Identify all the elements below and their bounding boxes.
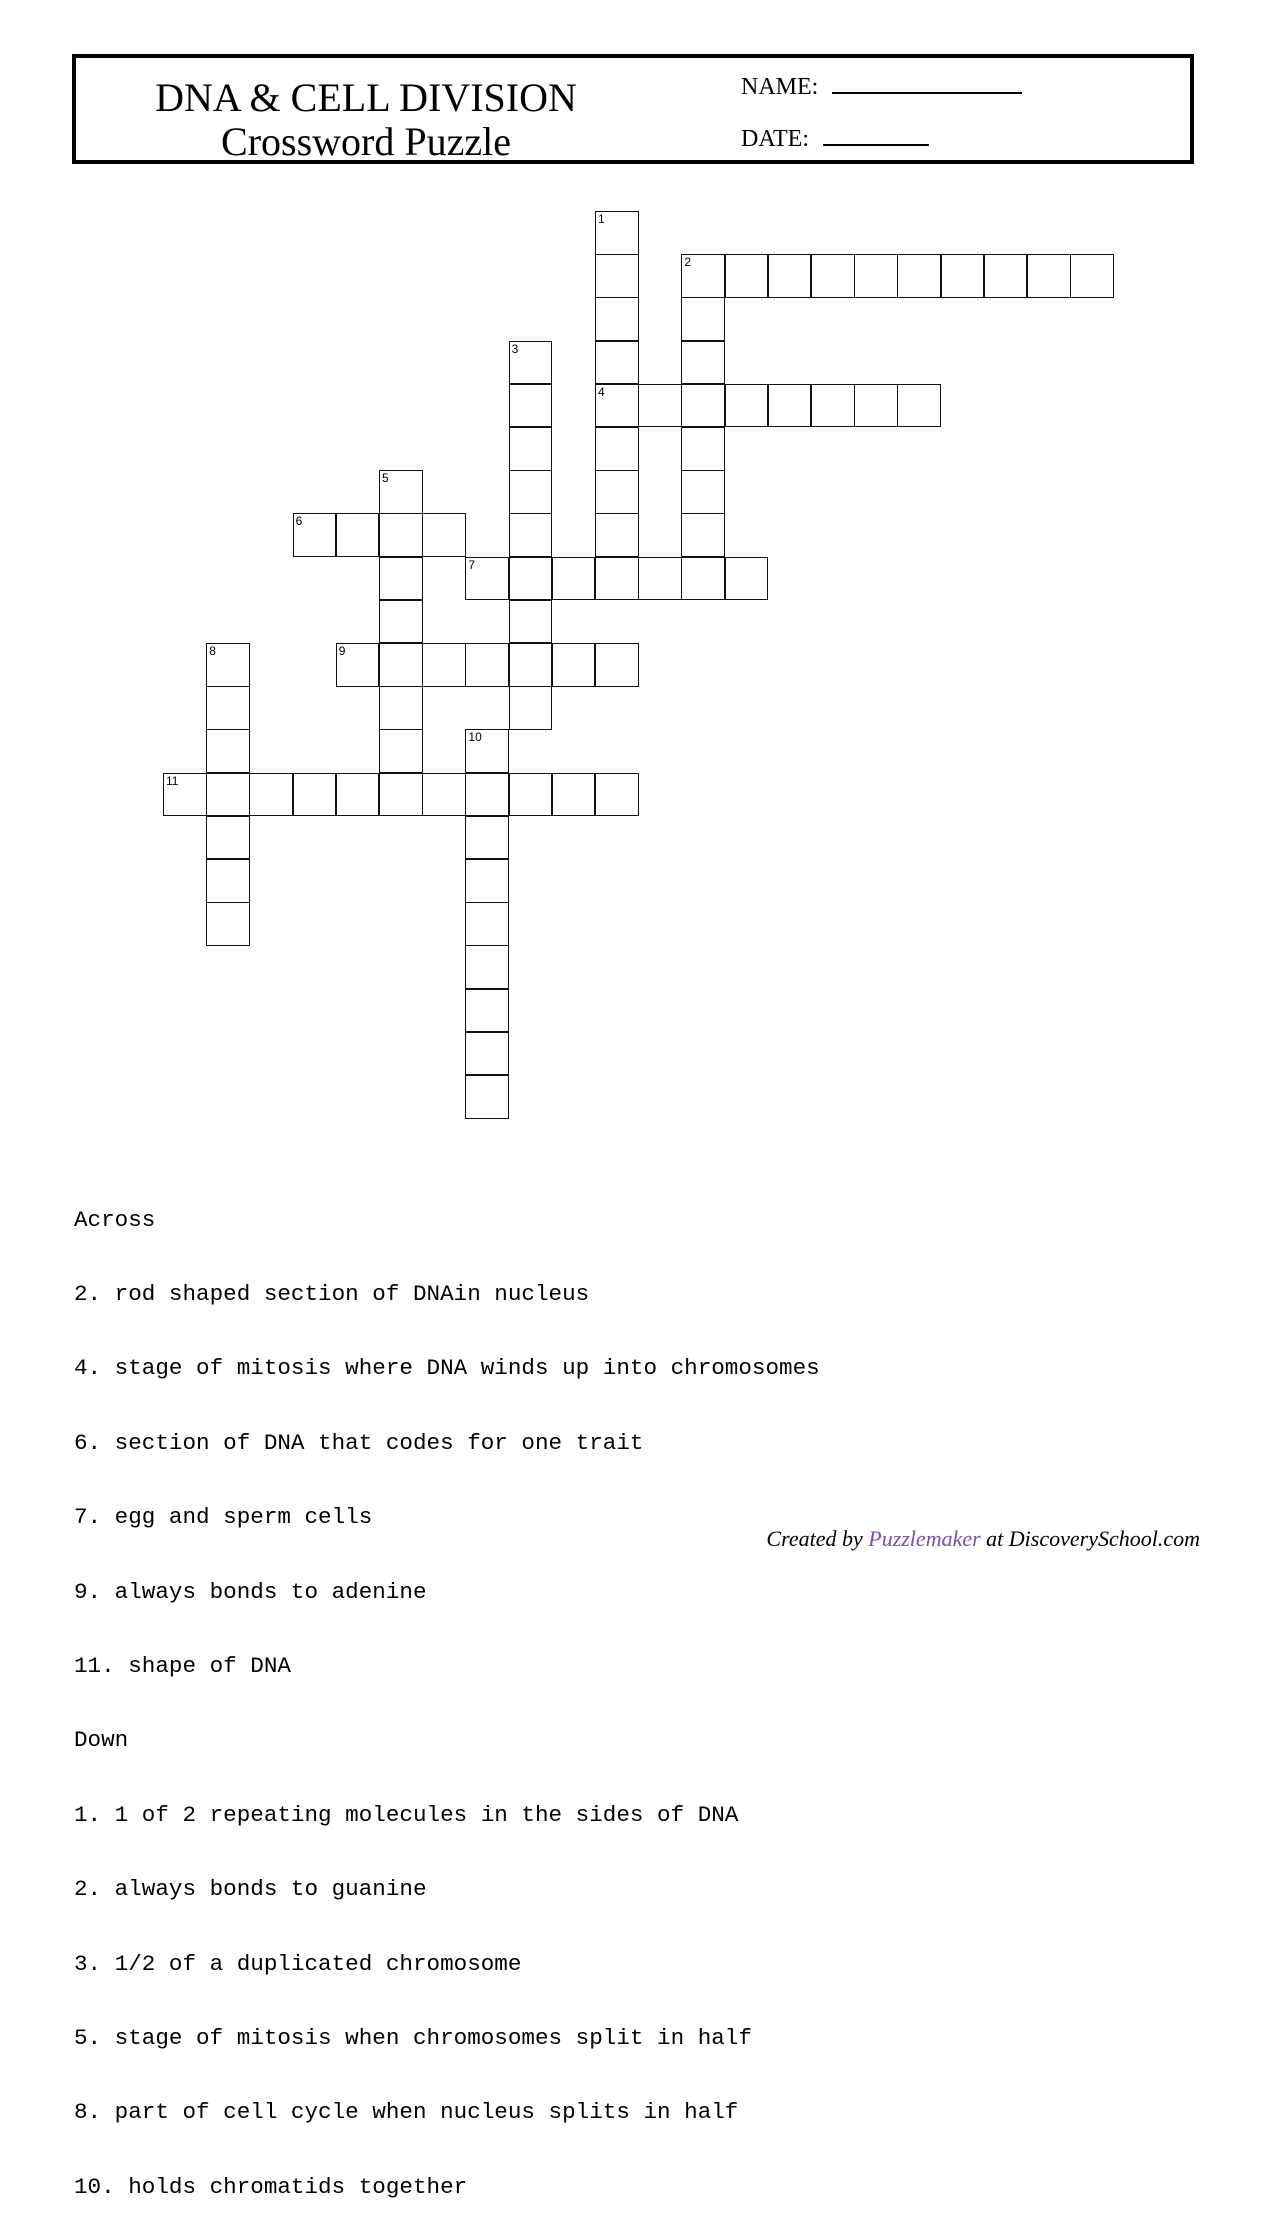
- crossword-cell[interactable]: [595, 211, 639, 255]
- crossword-cell[interactable]: [552, 557, 596, 601]
- crossword-cell[interactable]: [725, 384, 769, 428]
- crossword-cell[interactable]: [336, 513, 380, 557]
- crossword-cell[interactable]: [379, 557, 423, 601]
- clue-across-2: 2. rod shaped section of DNAin nucleus: [74, 1280, 590, 1307]
- crossword-cell[interactable]: [595, 557, 639, 601]
- crossword-cell[interactable]: [465, 1075, 509, 1119]
- crossword-cell[interactable]: [595, 513, 639, 557]
- crossword-cell[interactable]: [509, 557, 553, 601]
- crossword-cell[interactable]: [638, 384, 682, 428]
- crossword-cell[interactable]: [811, 384, 855, 428]
- crossword-cell[interactable]: [681, 557, 725, 601]
- crossword-cell[interactable]: [509, 384, 553, 428]
- crossword-cell[interactable]: [206, 773, 250, 817]
- crossword-cell[interactable]: [379, 773, 423, 817]
- crossword-cell[interactable]: [379, 600, 423, 644]
- crossword-cell[interactable]: [509, 513, 553, 557]
- clue-number-label: 7: [468, 557, 476, 572]
- crossword-cell[interactable]: [206, 686, 250, 730]
- crossword-cell[interactable]: [465, 945, 509, 989]
- page-title: DNA & CELL DIVISION: [155, 75, 577, 120]
- crossword-cell[interactable]: [293, 513, 337, 557]
- clue-number-label: 2: [684, 255, 692, 270]
- crossword-cell[interactable]: [725, 557, 769, 601]
- page-subtitle: Crossword Puzzle: [221, 119, 511, 164]
- crossword-cell[interactable]: [206, 859, 250, 903]
- crossword-cell[interactable]: [465, 729, 509, 773]
- clue-across-9: 9. always bonds to adenine: [74, 1578, 427, 1605]
- down-heading: Down: [74, 1727, 129, 1754]
- crossword-cell[interactable]: [379, 513, 423, 557]
- crossword-cell[interactable]: [509, 341, 553, 385]
- crossword-cell[interactable]: [422, 513, 466, 557]
- crossword-cell[interactable]: [897, 254, 941, 298]
- clue-down-2: 2. always bonds to guanine: [74, 1876, 427, 1903]
- crossword-cell[interactable]: [725, 254, 769, 298]
- footer-created-by: Created by: [766, 1526, 863, 1551]
- crossword-cell[interactable]: [163, 773, 207, 817]
- crossword-cell[interactable]: [465, 1032, 509, 1076]
- crossword-cell[interactable]: [206, 729, 250, 773]
- footer-site: at DiscoverySchool.com: [986, 1526, 1200, 1551]
- crossword-cell[interactable]: [768, 254, 812, 298]
- crossword-cell[interactable]: [811, 254, 855, 298]
- crossword-cell[interactable]: [552, 643, 596, 687]
- crossword-cell[interactable]: [595, 384, 639, 428]
- crossword-cell[interactable]: [336, 643, 380, 687]
- crossword-cell[interactable]: [595, 427, 639, 471]
- clue-across-4: 4. stage of mitosis where DNA winds up into chromosomes: [74, 1355, 820, 1382]
- crossword-cell[interactable]: [206, 816, 250, 860]
- crossword-cell[interactable]: [681, 513, 725, 557]
- crossword-cell[interactable]: [768, 384, 812, 428]
- across-heading: Across: [74, 1206, 156, 1233]
- clue-down-1: 1. 1 of 2 repeating molecules in the sides of DNA: [74, 1801, 739, 1828]
- clue-across-6: 6. section of DNA that codes for one trait: [74, 1429, 644, 1456]
- crossword-cell[interactable]: [422, 643, 466, 687]
- crossword-cell[interactable]: [509, 600, 553, 644]
- crossword-cell[interactable]: [681, 470, 725, 514]
- crossword-cell[interactable]: [681, 341, 725, 385]
- clue-number-label: 10: [468, 730, 482, 745]
- crossword-cell[interactable]: [681, 254, 725, 298]
- clue-number-label: 6: [295, 514, 303, 529]
- crossword-cell[interactable]: [249, 773, 293, 817]
- clue-number-label: 3: [511, 341, 519, 356]
- crossword-cell[interactable]: [638, 557, 682, 601]
- crossword-cell[interactable]: [379, 470, 423, 514]
- crossword-cell[interactable]: [595, 643, 639, 687]
- crossword-cell[interactable]: [336, 773, 380, 817]
- crossword-cell[interactable]: [595, 254, 639, 298]
- crossword-cell[interactable]: [465, 643, 509, 687]
- crossword-cell[interactable]: [465, 989, 509, 1033]
- footer-credit: [766, 1526, 1200, 1552]
- crossword-cell[interactable]: [379, 643, 423, 687]
- clue-number-label: 4: [598, 384, 605, 399]
- crossword-cell[interactable]: [854, 384, 898, 428]
- crossword-cell[interactable]: [509, 686, 553, 730]
- crossword-cell[interactable]: [681, 384, 725, 428]
- crossword-cell[interactable]: [595, 297, 639, 341]
- name-label: NAME:: [741, 74, 819, 100]
- clues-section: [74, 1158, 1174, 2224]
- crossword-cell[interactable]: [422, 773, 466, 817]
- crossword-cell[interactable]: [206, 902, 250, 946]
- crossword-cell[interactable]: [1070, 254, 1114, 298]
- crossword-cell[interactable]: [854, 254, 898, 298]
- crossword-cell[interactable]: [595, 470, 639, 514]
- crossword-cell[interactable]: [509, 643, 553, 687]
- footer-brand-link[interactable]: Puzzlemaker: [868, 1526, 981, 1551]
- crossword-cell[interactable]: [552, 773, 596, 817]
- crossword-cell[interactable]: [293, 773, 337, 817]
- crossword-cell[interactable]: [379, 729, 423, 773]
- crossword-cell[interactable]: [681, 427, 725, 471]
- clue-across-11: 11. shape of DNA: [74, 1652, 291, 1679]
- clue-number-label: 5: [382, 471, 389, 486]
- clue-down-3: 3. 1/2 of a duplicated chromosome: [74, 1950, 522, 1977]
- crossword-cell[interactable]: [465, 902, 509, 946]
- crossword-cell[interactable]: [509, 470, 553, 514]
- crossword-cell[interactable]: [941, 254, 985, 298]
- crossword-cell[interactable]: [897, 384, 941, 428]
- clue-number-label: 9: [338, 644, 346, 658]
- crossword-cell[interactable]: [379, 686, 423, 730]
- crossword-cell[interactable]: [984, 254, 1028, 298]
- crossword-cell[interactable]: [465, 816, 509, 860]
- crossword-cell[interactable]: [465, 859, 509, 903]
- crossword-cell[interactable]: [1027, 254, 1071, 298]
- crossword-cell[interactable]: [206, 643, 250, 687]
- clue-number-label: 11: [166, 773, 179, 788]
- clue-number-label: 1: [598, 212, 605, 226]
- crossword-cell[interactable]: [595, 341, 639, 385]
- crossword-cell[interactable]: [509, 773, 553, 817]
- clue-down-8: 8. part of cell cycle when nucleus splits in half: [74, 2099, 739, 2126]
- crossword-cell[interactable]: [465, 773, 509, 817]
- crossword-cell[interactable]: [595, 773, 639, 817]
- clue-across-7: 7. egg and sperm cells: [74, 1504, 373, 1531]
- clue-number-label: 8: [209, 644, 216, 658]
- date-label: DATE:: [741, 126, 809, 152]
- crossword-cell[interactable]: [509, 427, 553, 471]
- clue-down-10: 10. holds chromatids together: [74, 2173, 468, 2200]
- clue-down-5: 5. stage of mitosis when chromosomes split in half: [74, 2024, 752, 2051]
- crossword-cell[interactable]: [681, 297, 725, 341]
- crossword-cell[interactable]: [465, 557, 509, 601]
